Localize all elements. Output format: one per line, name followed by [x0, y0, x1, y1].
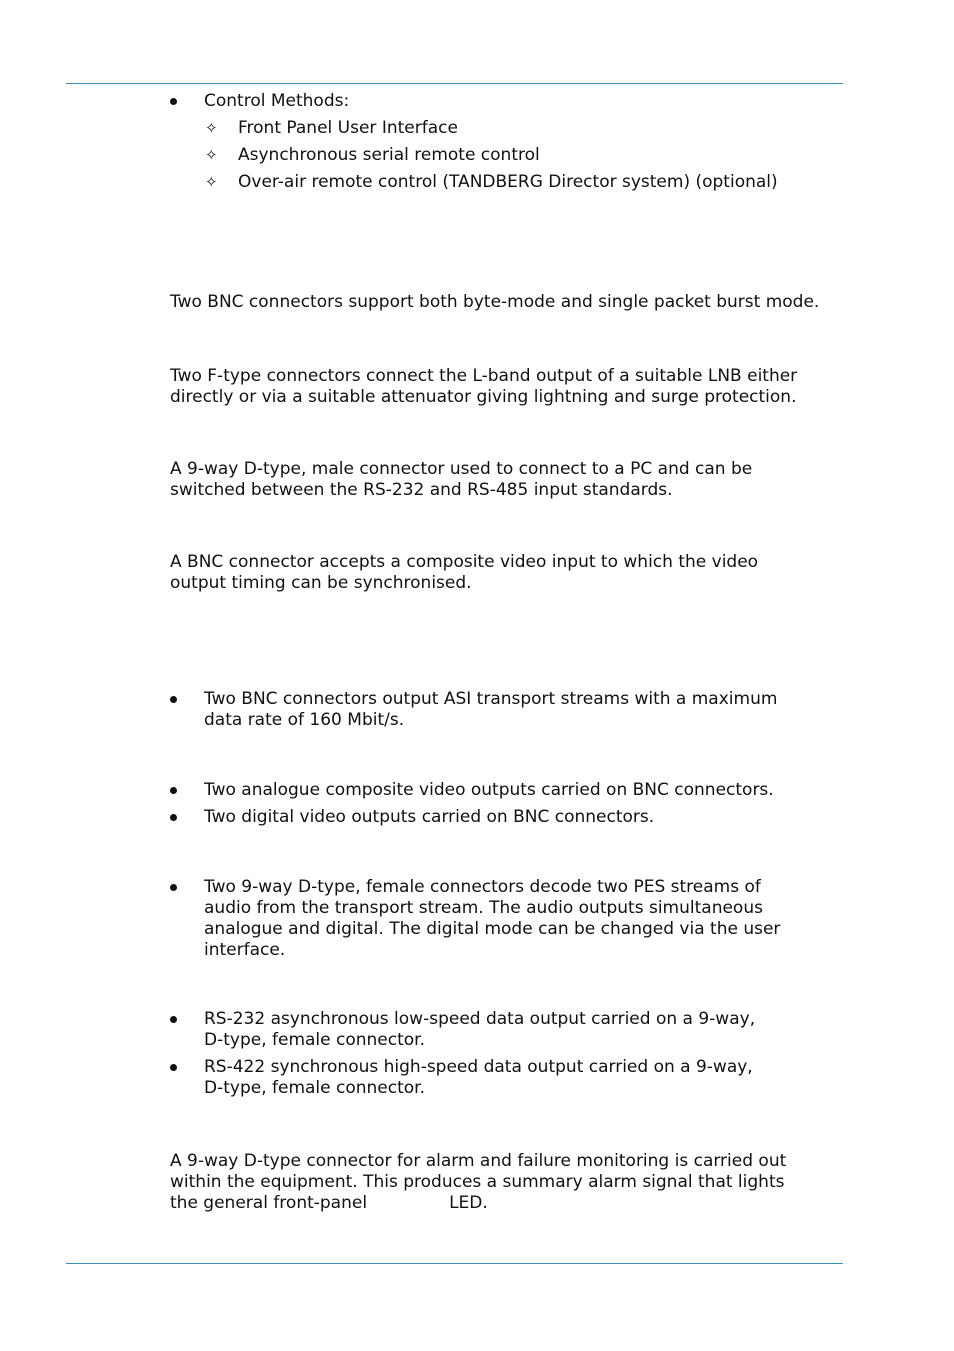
asi-input-text: Two BNC connectors support both byte-mode and single packet burst mode.: [170, 292, 820, 312]
list-item-line: analogue and digital. The digital mode can be changed via the user: [204, 919, 781, 939]
paragraph-line: output timing can be synchronised.: [170, 573, 472, 593]
data-outputs-section: [170, 1009, 850, 1099]
four-point-star-icon: ✧: [205, 173, 218, 191]
asi-output-section: [170, 689, 850, 731]
bullet-icon: [170, 98, 177, 105]
paragraph-line: A BNC connector accepts a composite video input to which the video: [170, 552, 759, 572]
list-item: [170, 1057, 850, 1099]
list-item-line: Two BNC connectors output ASI transport streams with a maximum: [204, 689, 778, 709]
footer-rule: [66, 1263, 843, 1264]
list-item-line: interface.: [204, 940, 286, 960]
alarm-section: [170, 1151, 850, 1214]
audio-output-section: [170, 877, 850, 961]
paragraph-line: Two F-type connectors connect the L-band output of a suitable LNB either: [170, 366, 798, 386]
paragraph-line: A 9-way D-type connector for alarm and failure monitoring is carried out: [170, 1151, 787, 1171]
bullet-icon: [170, 814, 177, 821]
list-item-text: Two analogue composite video outputs carried on BNC connectors.: [204, 780, 774, 800]
remote-control-section: [170, 459, 850, 501]
paragraph-line: switched between the RS-232 and RS-485 input standards.: [170, 480, 673, 500]
asi-input-section: [170, 292, 850, 313]
control-method-over-air: Over-air remote control (TANDBERG Director system) (optional): [238, 172, 778, 192]
genlock-section: [170, 552, 850, 594]
list-item-line: Two 9-way D-type, female connectors decode two PES streams of: [204, 877, 761, 897]
list-item: [170, 689, 850, 731]
control-methods-section: [170, 91, 850, 193]
list-item: [170, 807, 850, 828]
list-item-line: data rate of 160 Mbit/s.: [204, 710, 405, 730]
four-point-star-icon: ✧: [205, 119, 218, 137]
list-item-line: D-type, female connector.: [204, 1030, 426, 1050]
list-item: [170, 145, 850, 166]
header-rule: [66, 83, 843, 84]
paragraph-line: within the equipment. This produces a summary alarm signal that lights: [170, 1172, 785, 1192]
bullet-icon: [170, 884, 177, 891]
list-item: [170, 780, 850, 801]
bullet-icon: [170, 787, 177, 794]
four-point-star-icon: ✧: [205, 146, 218, 164]
bullet-icon: [170, 1016, 177, 1023]
list-item-line: RS-422 synchronous high-speed data output carried on a 9-way,: [204, 1057, 753, 1077]
lband-input-section: [170, 366, 850, 408]
list-item: [170, 172, 850, 193]
list-item-line: D-type, female connector.: [204, 1078, 426, 1098]
control-method-front-panel: Front Panel User Interface: [238, 118, 458, 138]
list-item: [170, 91, 850, 112]
paragraph-line: [170, 1193, 850, 1214]
alarm-text-after: LED.: [449, 1193, 488, 1213]
list-item-line: RS-232 asynchronous low-speed data output carried on a 9-way,: [204, 1009, 756, 1029]
list-item: [170, 877, 850, 961]
video-outputs-section: [170, 780, 850, 828]
control-methods-label: Control Methods:: [204, 91, 350, 111]
list-item: [170, 118, 850, 139]
list-item-text: Two digital video outputs carried on BNC connectors.: [204, 807, 655, 827]
paragraph-line: directly or via a suitable attenuator giving lightning and surge protection.: [170, 387, 797, 407]
bullet-icon: [170, 696, 177, 703]
list-item: [170, 1009, 850, 1051]
control-method-serial: Asynchronous serial remote control: [238, 145, 540, 165]
paragraph-line: A 9-way D-type, male connector used to connect to a PC and can be: [170, 459, 753, 479]
list-item-line: audio from the transport stream. The audio outputs simultaneous: [204, 898, 763, 918]
bullet-icon: [170, 1064, 177, 1071]
alarm-text-before: the general front-panel: [170, 1193, 368, 1213]
